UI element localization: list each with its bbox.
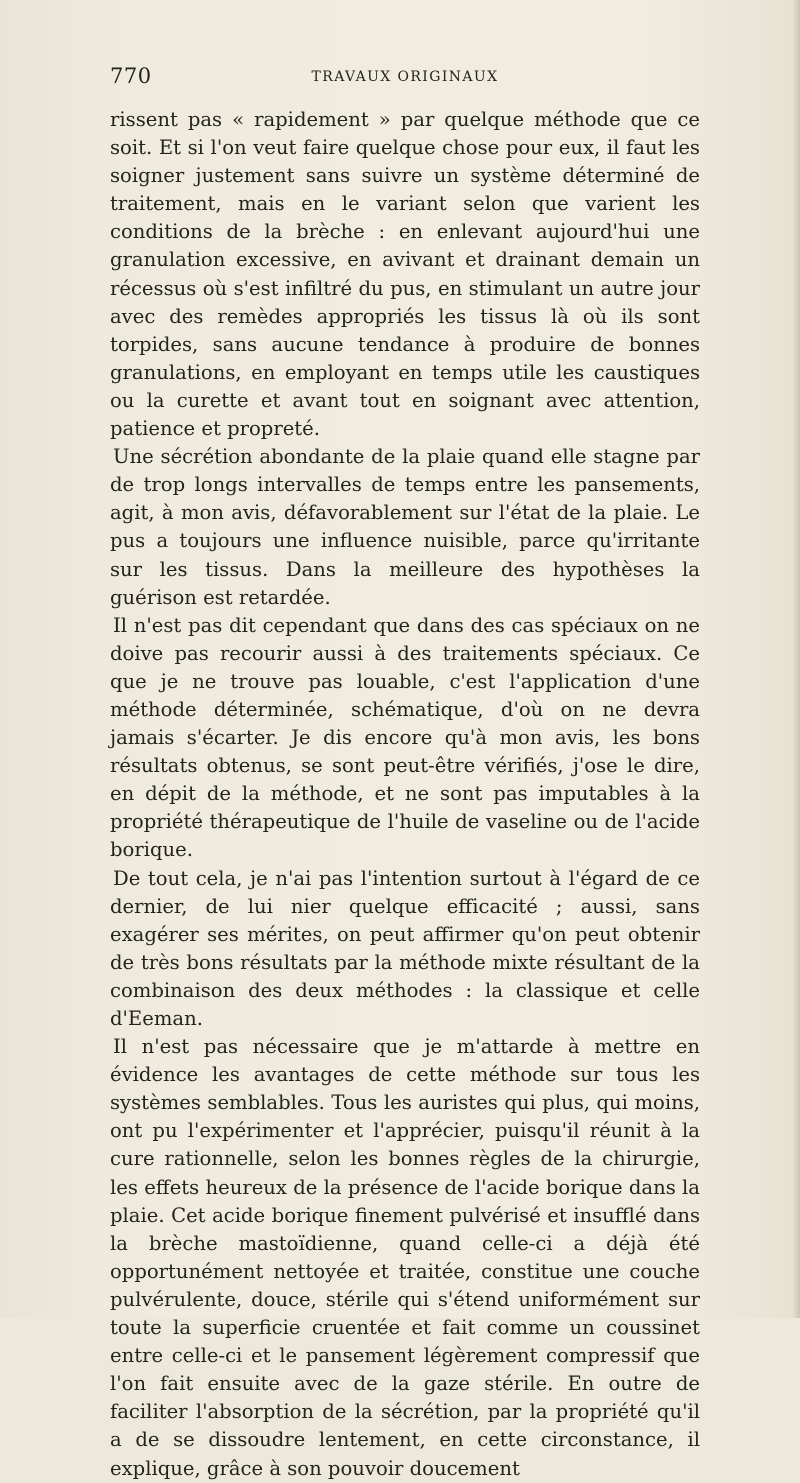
paragraph-2: Une sécrétion abondante de la plaie quand elle stagne par de trop longs intervalles de temps entre les pansements, agit, à mon avis, défavorablement sur l'état de la plaie. Le pus a toujours une influence nuisible, parce qu'irritante sur les tissus. Dans la meilleure des hypothèses la guérison est retardée.: [110, 445, 700, 609]
page-number: 770: [110, 64, 152, 88]
running-head: TRAVAUX ORIGINAUX: [311, 69, 499, 85]
paragraph-3: Il n'est pas dit cependant que dans des cas spéciaux on ne doive pas recourir aussi à des traitements spéciaux. Ce que je ne trouve pas louable, c'est l'application d'une méthode déterminée, schématique, d'où on ne devra jamais s'écarter. Je dis encore qu'à mon avis, les bons résultats obtenus, se sont peut-être vérifiés, j'ose le dire, en dépit de la méthode, et ne sont pas imputables à la propriété thérapeutique de l'huile de vaseline ou de l'acide borique.: [110, 613, 700, 862]
page-header: [110, 64, 700, 94]
body-text: [110, 106, 700, 1483]
page-edge-shadow: [792, 0, 800, 1318]
paragraph-1: rissent pas « rapidement » par quelque méthode que ce soit. Et si l'on veut faire quelque chose pour eux, il faut les soigner justement sans suivre un système déterminé de traitement, mais en le variant selon que varient les conditions de la brèche : en enlevant aujourd'hui une granulation excessive, en avivant et drainant demain un récessus où s'est infiltré du pus, en stimulant un autre jour avec des remèdes appropriés les tissus là où ils sont torpides, sans aucune tendance à produire de bonnes granulations, en employant en temps utile les caustiques ou la curette et avant tout en soignant avec attention, patience et propreté.: [110, 108, 700, 441]
paragraph-5: Il n'est pas nécessaire que je m'attarde à mettre en évidence les avantages de cette méthode sur tous les systèmes semblables. Tous les auristes qui plus, qui moins, ont pu l'expérimenter et l'apprécier, puisqu'il réunit à la cure rationnelle, selon les bonnes règles de la chirurgie, les effets heureux de la présence de l'acide borique dans la plaie. Cet acide borique finement pulvérisé et insufflé dans la brèche mastoïdienne, quand celle-ci a déjà été opportunément nettoyée et traitée, constitue une couche pulvérulente, douce, stérile qui s'étend uniformément sur toute la superficie cruentée et fait comme un coussinet entre celle-ci et le pansement légèrement compressif que l'on fait ensuite avec de la gaze stérile. En outre de faciliter l'absorption de la sécrétion, par la propriété qu'il a de se dissoudre lentement, en cette circonstance, il explique, grâce à son pouvoir doucement: [110, 1035, 700, 1480]
paragraph-4: De tout cela, je n'ai pas l'intention surtout à l'égard de ce dernier, de lui nier quelque efficacité ; aussi, sans exagérer ses mérites, on peut affirmer qu'on peut obtenir de très bons résultats par la méthode mixte résultant de la combinaison des deux méthodes : la classique et celle d'Eeman.: [110, 866, 700, 1030]
